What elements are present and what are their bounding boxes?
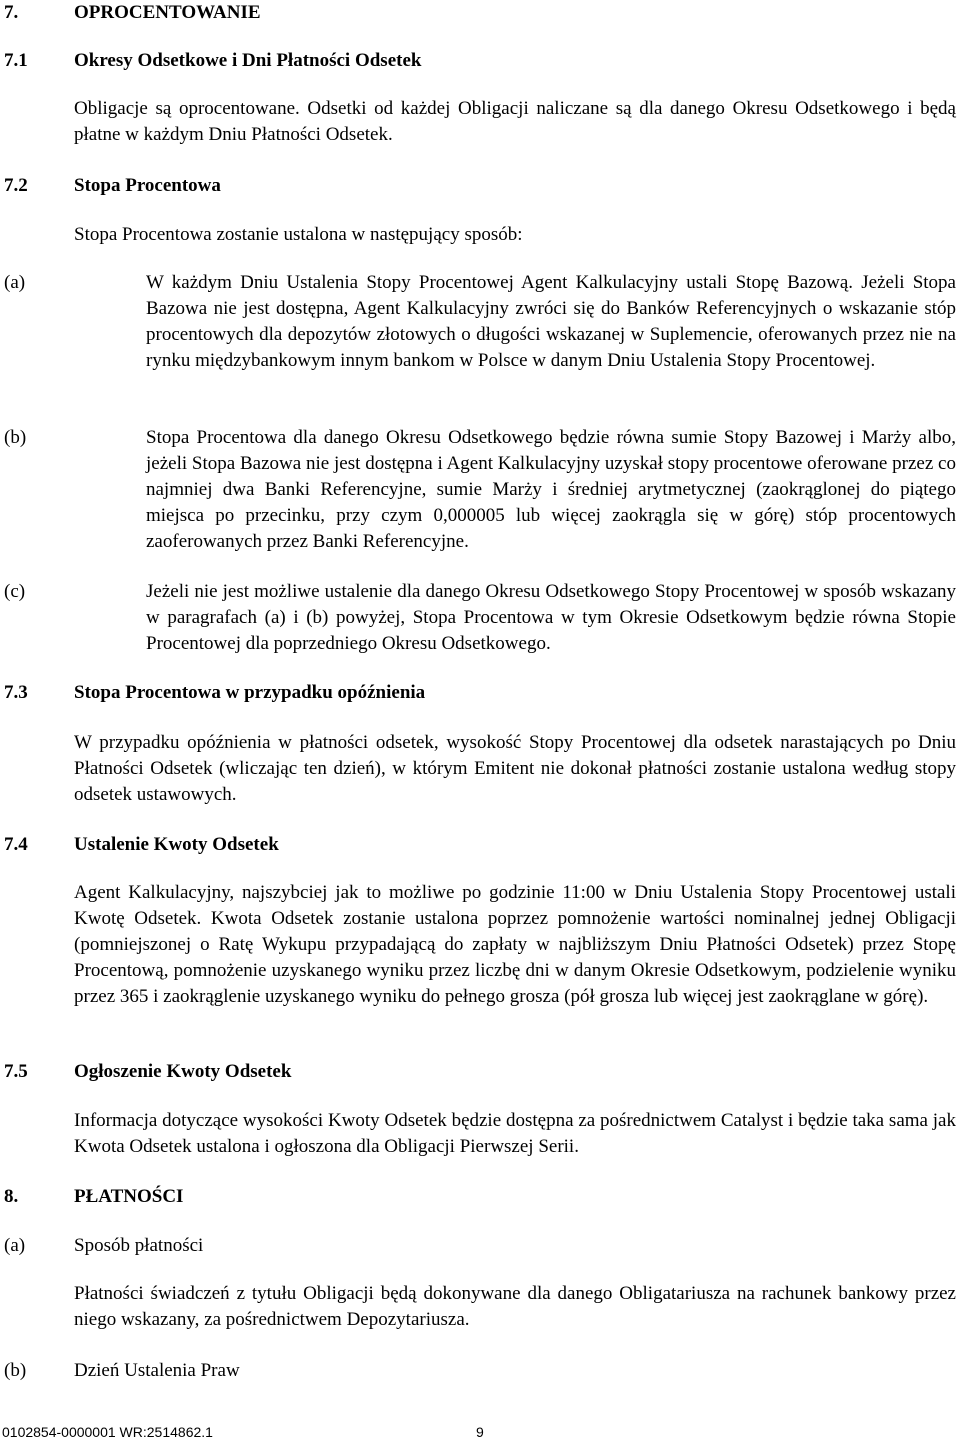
section-number: 7. [4,2,19,23]
subsection-title: Ustalenie Kwoty Odsetek [74,834,279,855]
list-item-label: (b) [4,427,27,448]
subsection-7-3-paragraph: W przypadku opóźnienia w płatności odsetek, wysokość Stopy Procentowej dla odsetek narastających po Dniu Płatności Odsetek (wliczając ten dzień), w którym Emitent nie dokonał płatności zostanie ustalona według stopy odsetek ustawowych. [74,732,956,806]
subsection-number: 7.4 [4,834,28,855]
subsection-number: 7.3 [4,682,28,703]
subsection-number: 7.2 [4,175,28,196]
subsection-8-a-title: Sposób płatności [74,1235,204,1256]
subsection-7-2-intro: Stopa Procentowa zostanie ustalona w następujący sposób: [74,224,523,245]
subsection-8-b-title: Dzień Ustalenia Praw [74,1360,240,1381]
subsection-7-1-paragraph: Obligacje są oprocentowane. Odsetki od każdej Obligacji naliczane są dla danego Okresu Odsetkowego i będą płatne w każdym Dniu Płatności Odsetek. [74,98,956,146]
subsection-number: 7.1 [4,50,28,71]
list-item-label: (c) [4,581,26,602]
list-item-label: (a) [4,272,26,293]
section-title: OPROCENTOWANIE [74,2,261,23]
list-item-text: Jeżeli nie jest możliwe ustalenie dla danego Okresu Odsetkowego Stopy Procentowej w sposób wskazany w paragrafach (a) i (b) powyżej, Stopa Procentowa w tym Okresie Odsetkowym będzie równa Stopie Procentowej dla poprzedniego Okresu Odsetkowego. [146,581,956,655]
subsection-7-5-paragraph: Informacja dotyczące wysokości Kwoty Odsetek będzie dostępna za pośrednictwem Catalyst i będzie taka sama jak Kwota Odsetek ustalona i ogłoszona dla Obligacji Pierwszej Serii. [74,1110,956,1158]
subsection-number: 7.5 [4,1061,28,1082]
subsection-7-4-paragraph: Agent Kalkulacyjny, najszybciej jak to możliwe po godzinie 11:00 w Dniu Ustalenia Stopy Procentowej ustali Kwotę Odsetek. Kwota Odsetek zostanie ustalona poprzez pomnożenie wartości nominalnej jednej Obligacji (pomniejszonej o Ratę Wykupu przypadającą do zapłaty w najbliższym Dniu Płatności Odsetek) przez Stopę Procentową, pomnożenie uzyskanego wyniku przez liczbę dni w danym Okresie Odsetkowym, podzielenie wyniku przez 365 i zaokrąglenie uzyskanego wyniku do pełnego grosza (pół grosza lub więcej jest zaokrąglane w górę). [74,882,956,1008]
list-item-text: W każdym Dniu Ustalenia Stopy Procentowej Agent Kalkulacyjny ustali Stopę Bazową. Jeżeli Stopa Bazowa nie jest dostępna, Agent Kalkulacyjny zwróci się do Banków Referencyjnych o wskazanie stóp procentowych dla depozytów złotowych o długości wskazanej w Suplemencie, oferowanych przez nie na rynku międzybankowym innym bankom w Polsce w danym Dniu Ustalenia Stopy Procentowej. [146,272,956,372]
subsection-title: Okresy Odsetkowe i Dni Płatności Odsetek [74,50,422,71]
subsection-title: Ogłoszenie Kwoty Odsetek [74,1061,292,1082]
subsection-8-b-label: (b) [4,1360,27,1381]
footer-page-number: 9 [476,1424,484,1440]
list-item-text: Stopa Procentowa dla danego Okresu Odsetkowego będzie równa sumie Stopy Bazowej i Marży albo, jeżeli Stopa Bazowa nie jest dostępna i Agent Kalkulacyjny uzyskał stopy procentowe oferowane przez co najmniej dwa Banki Referencyjne, sumie Marży i średniej arytmetycznej (zaokrąglonej do piątego miejsca po przecinku, przy czym 0,000005 lub więcej zaokrągla się w górę) stóp procentowych zaoferowanych przez Banki Referencyjne. [146,427,956,553]
subsection-title: Stopa Procentowa w przypadku opóźnienia [74,682,426,703]
section-title: PŁATNOŚCI [74,1186,184,1207]
subsection-8-a-label: (a) [4,1235,26,1256]
section-number: 8. [4,1186,19,1207]
subsection-title: Stopa Procentowa [74,175,221,196]
subsection-8-a-paragraph: Płatności świadczeń z tytułu Obligacji będą dokonywane dla danego Obligatariusza na rachunek bankowy przez niego wskazany, za pośrednictwem Depozytariusza. [74,1283,956,1331]
footer-document-id: 0102854-0000001 WR:2514862.1 [2,1424,213,1440]
